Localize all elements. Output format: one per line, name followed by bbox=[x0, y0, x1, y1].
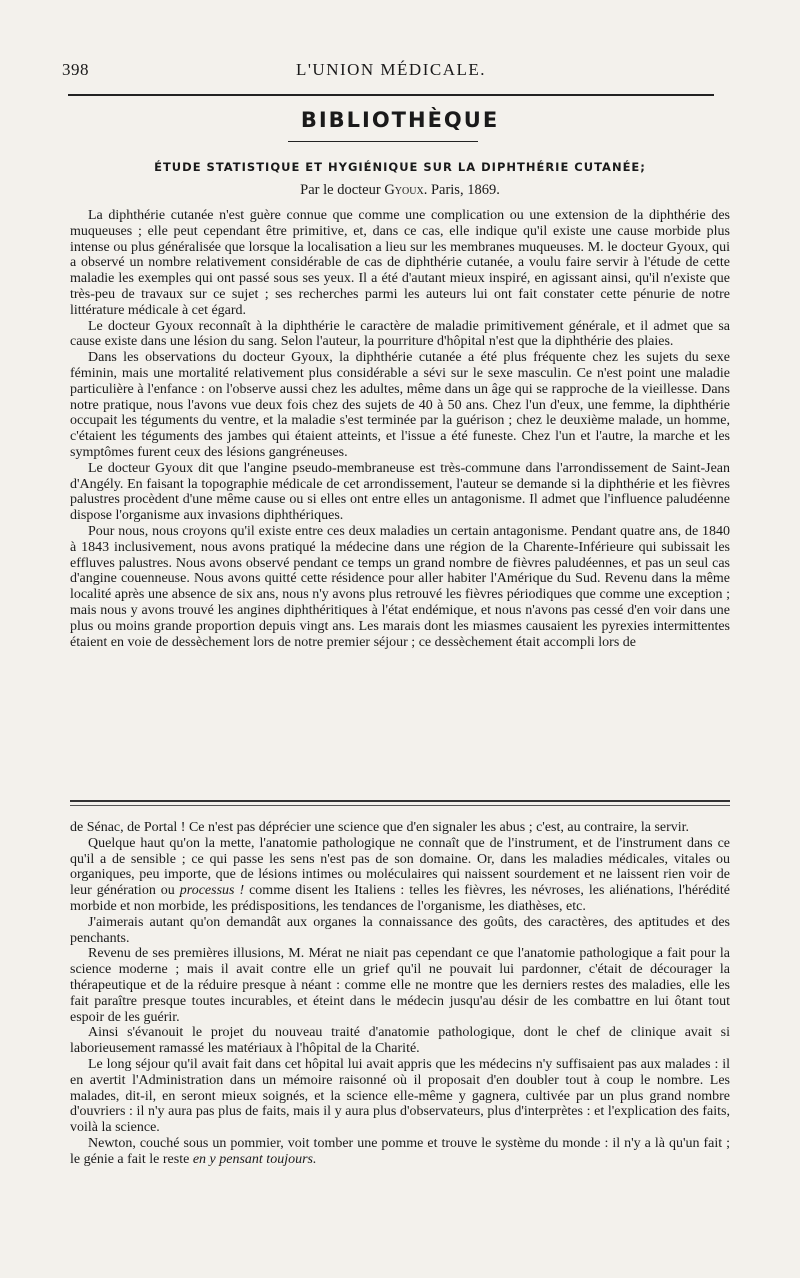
paragraph: Revenu de ses premières illusions, M. Mérat ne niait pas cependant ce que l'anatomie pathologique a fait pour la science moderne ; mais il avait contre elle un grief qu'il ne pouvait lui pardonner, c'était de décourager la thérapeutique et de la réduire presque à néant : comme elle ne montre que les derniers restes des maladies, elle les fait paraître presque toutes incurables, et éteint dans le médecin jusqu'au désir de les combattre en lui ôtant tout espoir de les guérir. bbox=[70, 946, 730, 1025]
feuilleton-rule-thin bbox=[70, 805, 730, 806]
article-byline bbox=[0, 182, 800, 199]
paragraph-text: comme disent les Italiens : telles les fièvres, les névroses, les aliénations, l'hérédité morbide et non morbide, les prédispositions, les tendances de l'organisme, les diathèses, etc. bbox=[70, 883, 730, 914]
italic-term: processus ! bbox=[179, 883, 245, 899]
feuilleton-body bbox=[70, 820, 730, 1168]
paragraph-text: Quelque haut qu'on la mette, l'anatomie pathologique ne connaît que de l'instrument, et de l'instrument dans ce qu'il a de sensible ; ce qui passe les sens n'est pas de son domaine. Or, dans les maladies médicales, vitales ou organiques, peu importe, que de lésions intimes ou moléculaires qui naissent sourdement et ne laissent rien voir de leur génération ou bbox=[70, 835, 730, 899]
paragraph-text: Newton, couché sous un pommier, voit tomber une pomme et trouve le système du monde : il n'y a là qu'un fait ; le génie a fait le reste bbox=[70, 1135, 730, 1167]
paragraph bbox=[70, 836, 730, 915]
paragraph: Dans les observations du docteur Gyoux, la diphthérie cutanée a été plus fréquente chez les sujets du sexe féminin, mais une mortalité relativement plus considérable a sévi sur le sexe masculin. Ce n'est point une maladie particulière à l'enfance : on l'observe aussi chez les adultes, même dans un âge qui se rapproche de la vieillesse. Dans notre pratique, nous l'avons vue deux fois chez des sujets de 40 à 50 ans. Chez l'un d'eux, une femme, la diphthérie occupait les téguments du ventre, et la maladie s'est terminée par la guérison ; chez le deuxième malade, un homme, c'étaient les téguments des jambes qui étaient atteints, et l'issue a été funeste. Chez l'un et l'autre, la marche et les symptômes furent ceux des lésions gangréneuses. bbox=[70, 350, 730, 460]
page-number: 398 bbox=[62, 60, 89, 79]
paragraph: Pour nous, nous croyons qu'il existe entre ces deux maladies un certain antagonisme. Pendant quatre ans, de 1840 à 1843 inclusivement, nous avons pratiqué la médecine dans une région de la Charente-Inférieure qui subissait les effluves palustres. Nous avons observé pendant ce temps un grand nombre de fièvres paludéennes, et pas un seul cas d'angine couenneuse. Nous avons quitté cette résidence pour aller habiter l'Amérique du Sud. Revenu dans la même localité après une absence de six ans, nous n'y avons plus retrouvé les fièvres périodiques que comme une exception ; mais nous y avons trouvé les angines diphthéritiques à l'état endémique, et nous n'avons pas cessé d'en voir dans une plus ou moins grande proportion depuis vingt ans. Les marais dont les miasmes causaient les pyrexies intermittentes étaient en voie de dessèchement lors de notre premier séjour ; ce dessèchement était accompli lors de bbox=[70, 523, 730, 650]
section-title: BIBLIOTHÈQUE bbox=[300, 108, 500, 132]
paragraph: Le long séjour qu'il avait fait dans cet hôpital lui avait appris que les médecins n'y suffisaient pas aux malades : il en avertit l'Administration dans un mémoire raisonné où il proposait d'en doubler tout à coup le nombre. Les malades, dit-il, en seront mieux soignés, et la science elle-même y gagnera, cultivée par un plus grand nombre d'ouvriers : il n'y aura pas plus de faits, mais il y aura plus d'observateurs, plus d'interprètes : et l'explication des faits, voilà la science. bbox=[70, 1056, 730, 1136]
page-header bbox=[62, 60, 720, 84]
byline-prefix: Par le docteur bbox=[300, 182, 385, 198]
paragraph bbox=[70, 1136, 730, 1168]
paragraph: J'aimerais autant qu'on demandât aux organes la connaissance des goûts, des caractères, des aptitudes et des penchants. bbox=[70, 914, 730, 946]
running-head: L'UNION MÉDICALE. bbox=[295, 60, 487, 79]
byline-suffix: . Paris, 1869. bbox=[423, 182, 500, 198]
paragraph: Le docteur Gyoux dit que l'angine pseudo-membraneuse est très-commune dans l'arrondissement de Saint-Jean d'Angély. En faisant la topographie médicale de cet arrondissement, l'auteur se demande si la diphthérie et les fièvres palustres procèdent d'une même cause ou si elles ont entre elles un antagonisme. Il admet que l'influence paludéenne dispose l'organisme aux invasions diphthériques. bbox=[70, 460, 730, 524]
paragraph: La diphthérie cutanée n'est guère connue que comme une complication ou une extension de la diphthérie des muqueuses ; elle peut cependant être primitive, et, dans ce cas, elle indique qu'il existe une cause morbide plus intense ou plus généralisée que lorsque la localisation a lieu sur les membranes muqueuses. M. le docteur Gyoux, qui a observé un nombre relativement considérable de cas de diphthérie cutanée, a voulu faire servir à l'étude de cette maladie les exemples qui ont passé sous ses yeux. Il a été d'autant mieux inspiré, en agissant ainsi, qu'il n'existe que très-peu de travaux sur ce sujet ; ses recherches parmi les auteurs lui ont fait constater cette pénurie de notre littérature médicale à cet égard. bbox=[70, 208, 730, 318]
byline-author: Gyoux bbox=[384, 182, 424, 198]
paragraph: de Sénac, de Portal ! Ce n'est pas déprécier une science que d'en signaler les abus ; c'est, au contraire, la servir. bbox=[70, 820, 690, 835]
header-rule bbox=[68, 94, 714, 96]
paragraph: Ainsi s'évanouit le projet du nouveau traité d'anatomie pathologique, dont le chef de clinique avait si laborieusement ramassé les matériaux à l'hôpital de la Charité. bbox=[70, 1025, 730, 1057]
paragraph: Le docteur Gyoux reconnaît à la diphthérie le caractère de maladie primitivement générale, et il admet que sa cause existe dans une lésion du sang. Selon l'auteur, la pourriture d'hôpital n'est que la diphthérie des plaies. bbox=[70, 318, 730, 350]
italic-quote: en y pensant toujours. bbox=[192, 1151, 317, 1167]
feuilleton-rule bbox=[70, 800, 730, 802]
article-title: ÉTUDE STATISTIQUE ET HYGIÉNIQUE SUR LA DIPHTHÉRIE CUTANÉE; bbox=[154, 160, 646, 174]
article-body bbox=[70, 208, 730, 650]
section-title-rule bbox=[288, 141, 478, 142]
